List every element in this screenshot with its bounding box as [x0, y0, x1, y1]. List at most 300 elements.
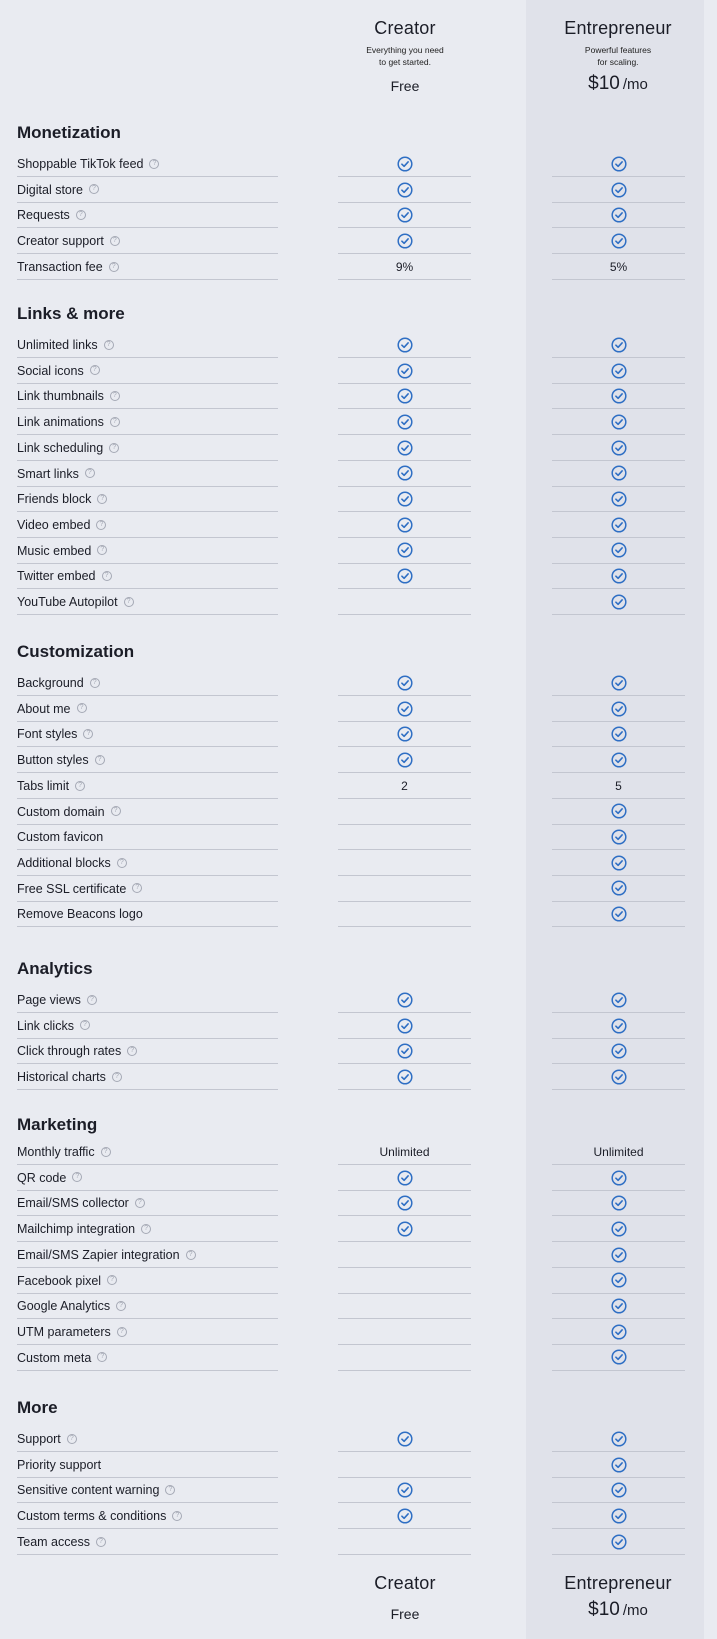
help-circle-icon[interactable]: ? — [186, 1250, 196, 1260]
feature-label-cell — [17, 824, 278, 850]
check-circle-icon — [397, 1431, 413, 1447]
check-circle-icon — [397, 701, 413, 717]
creator-cell — [338, 1477, 471, 1503]
feature-label: Requests — [17, 208, 70, 223]
entrepreneur-cell — [552, 1345, 685, 1371]
feature-row — [0, 1139, 717, 1165]
feature-label-cell — [17, 1503, 278, 1529]
entrepreneur-cell — [552, 383, 685, 409]
check-circle-icon — [611, 1431, 627, 1447]
feature-label: Page views — [17, 993, 81, 1007]
feature-label: Smart links — [17, 466, 79, 481]
feature-row — [0, 1477, 717, 1503]
check-circle-icon — [611, 156, 627, 172]
feature-label: Link animations — [17, 415, 104, 430]
feature-label-cell — [17, 202, 278, 228]
help-circle-icon[interactable]: ? — [90, 365, 100, 375]
check-circle-icon — [611, 906, 627, 922]
creator-cell — [338, 696, 471, 722]
help-circle-icon[interactable]: ? — [96, 1537, 106, 1547]
entrepreneur-cell — [552, 850, 685, 876]
feature-row — [0, 512, 717, 538]
help-circle-icon[interactable]: ? — [90, 678, 100, 688]
feature-row — [0, 670, 717, 696]
help-circle-icon[interactable]: ? — [80, 1020, 90, 1030]
feature-label-cell — [17, 670, 278, 696]
entrepreneur-cell — [552, 409, 685, 435]
check-circle-icon — [611, 233, 627, 249]
check-circle-icon — [611, 1324, 627, 1340]
creator-cell — [338, 1064, 471, 1090]
creator-cell — [338, 876, 471, 902]
feature-label: Friends block — [17, 492, 92, 507]
feature-label-cell — [17, 228, 278, 254]
plan-price: Free — [390, 1606, 420, 1622]
check-circle-icon — [611, 752, 627, 768]
feature-row — [0, 799, 717, 825]
check-circle-icon — [611, 1349, 627, 1365]
feature-label-cell — [17, 461, 278, 487]
feature-row — [0, 824, 717, 850]
feature-label: Click through rates — [17, 1044, 122, 1059]
creator-cell — [338, 721, 471, 747]
feature-label-cell — [17, 486, 278, 512]
check-circle-icon — [397, 233, 413, 249]
check-circle-icon — [611, 594, 627, 610]
feature-label: Google Analytics — [17, 1299, 111, 1314]
feature-label-cell — [17, 1452, 278, 1478]
help-circle-icon[interactable]: ? — [135, 1198, 145, 1208]
entrepreneur-plan-header — [529, 18, 707, 95]
creator-cell — [338, 1503, 471, 1529]
check-circle-icon — [397, 1170, 413, 1186]
check-circle-icon — [397, 1018, 413, 1034]
entrepreneur-cell — [552, 1242, 685, 1268]
feature-row — [0, 332, 717, 358]
check-circle-icon — [611, 1069, 627, 1085]
feature-label-cell — [17, 901, 278, 927]
check-circle-icon — [611, 363, 627, 379]
entrepreneur-cell — [552, 1529, 685, 1555]
feature-label: Video embed — [17, 517, 91, 532]
help-circle-icon[interactable]: ? — [110, 236, 120, 246]
check-circle-icon — [397, 207, 413, 223]
plan-price: Free — [390, 78, 420, 94]
help-circle-icon[interactable]: ? — [110, 391, 120, 401]
help-circle-icon[interactable]: ? — [83, 729, 93, 739]
creator-plan-footer — [316, 1573, 494, 1622]
help-circle-icon[interactable]: ? — [149, 159, 159, 169]
help-circle-icon[interactable]: ? — [87, 995, 97, 1005]
check-circle-icon — [397, 363, 413, 379]
help-circle-icon[interactable]: ? — [110, 417, 120, 427]
feature-label: Support — [17, 1432, 61, 1446]
entrepreneur-cell — [552, 987, 685, 1013]
feature-label: Link thumbnails — [17, 389, 104, 404]
plan-description-line: Powerful features — [584, 45, 652, 55]
check-circle-icon — [611, 465, 627, 481]
check-circle-icon — [611, 1298, 627, 1314]
feature-row — [0, 383, 717, 409]
feature-label: Additional blocks — [17, 855, 111, 870]
feature-label-cell — [17, 1319, 278, 1345]
section-title: Marketing — [17, 1115, 98, 1134]
help-circle-icon[interactable]: ? — [112, 1072, 122, 1082]
creator-cell — [338, 1139, 471, 1165]
check-circle-icon — [397, 517, 413, 533]
help-circle-icon[interactable]: ? — [117, 858, 127, 868]
help-circle-icon[interactable]: ? — [116, 1301, 126, 1311]
entrepreneur-cell — [552, 512, 685, 538]
entrepreneur-cell — [552, 670, 685, 696]
feature-label-cell — [17, 254, 278, 280]
help-circle-icon[interactable]: ? — [95, 755, 105, 765]
entrepreneur-cell — [552, 1216, 685, 1242]
feature-label: Font styles — [17, 727, 78, 742]
check-circle-icon — [611, 1221, 627, 1237]
feature-label-cell — [17, 1139, 278, 1165]
feature-label-cell — [17, 799, 278, 825]
feature-row — [0, 1242, 717, 1268]
check-circle-icon — [611, 1195, 627, 1211]
check-circle-icon — [397, 465, 413, 481]
help-circle-icon[interactable]: ? — [67, 1434, 77, 1444]
feature-label-cell — [17, 987, 278, 1013]
help-circle-icon[interactable]: ? — [75, 781, 85, 791]
cell-value: 2 — [401, 778, 408, 793]
feature-label: Shoppable TikTok feed — [17, 157, 144, 171]
feature-label: Twitter embed — [17, 569, 96, 584]
check-circle-icon — [397, 1482, 413, 1498]
feature-label: UTM parameters — [17, 1324, 111, 1339]
feature-label-cell — [17, 696, 278, 722]
entrepreneur-cell — [552, 177, 685, 203]
feature-label: Mailchimp integration — [17, 1222, 136, 1237]
feature-row — [0, 1319, 717, 1345]
entrepreneur-cell — [552, 876, 685, 902]
cell-value: 5 — [615, 778, 622, 793]
feature-row — [0, 1064, 717, 1090]
feature-label-cell — [17, 1268, 278, 1294]
feature-label: Remove Beacons logo — [17, 907, 143, 922]
help-circle-icon[interactable]: ? — [127, 1046, 137, 1056]
entrepreneur-cell — [552, 1190, 685, 1216]
entrepreneur-cell — [552, 824, 685, 850]
creator-cell — [338, 1013, 471, 1039]
help-circle-icon[interactable]: ? — [102, 571, 112, 581]
creator-cell — [338, 1038, 471, 1064]
feature-label-cell — [17, 589, 278, 615]
creator-cell — [338, 1529, 471, 1555]
feature-label: Priority support — [17, 1457, 102, 1472]
check-circle-icon — [611, 829, 627, 845]
help-circle-icon[interactable]: ? — [111, 806, 121, 816]
check-circle-icon — [611, 182, 627, 198]
check-circle-icon — [611, 1508, 627, 1524]
check-circle-icon — [397, 388, 413, 404]
check-circle-icon — [611, 803, 627, 819]
creator-cell — [338, 461, 471, 487]
check-circle-icon — [611, 1170, 627, 1186]
feature-row — [0, 1452, 717, 1478]
feature-label-cell — [17, 1529, 278, 1555]
feature-label: Monthly traffic — [17, 1145, 95, 1159]
plan-price — [529, 73, 707, 95]
feature-row — [0, 1268, 717, 1294]
price-period: /mo — [622, 76, 648, 93]
check-circle-icon — [611, 491, 627, 507]
feature-label-cell — [17, 409, 278, 435]
creator-cell — [338, 589, 471, 615]
check-circle-icon — [397, 414, 413, 430]
feature-row — [0, 254, 717, 280]
feature-row — [0, 177, 717, 203]
feature-label: Creator support — [17, 234, 104, 249]
check-circle-icon — [611, 1043, 627, 1059]
entrepreneur-cell — [552, 721, 685, 747]
feature-label: Digital store — [17, 182, 83, 197]
feature-label-cell — [17, 177, 278, 203]
creator-cell — [338, 563, 471, 589]
feature-label-cell — [17, 563, 278, 589]
feature-row — [0, 1216, 717, 1242]
creator-cell — [338, 1216, 471, 1242]
check-circle-icon — [397, 1508, 413, 1524]
feature-label: Background — [17, 676, 84, 690]
feature-label-cell — [17, 435, 278, 461]
check-circle-icon — [397, 992, 413, 1008]
feature-row — [0, 1013, 717, 1039]
plan-price — [529, 1599, 707, 1621]
creator-cell — [338, 1293, 471, 1319]
help-circle-icon[interactable]: ? — [109, 262, 119, 272]
creator-cell — [338, 747, 471, 773]
creator-cell — [338, 486, 471, 512]
check-circle-icon — [397, 491, 413, 507]
check-circle-icon — [611, 726, 627, 742]
help-circle-icon[interactable]: ? — [104, 340, 114, 350]
feature-label-cell — [17, 332, 278, 358]
plan-name: Creator — [374, 18, 436, 38]
feature-row — [0, 358, 717, 384]
creator-cell — [338, 358, 471, 384]
help-circle-icon[interactable]: ? — [132, 883, 142, 893]
feature-label-cell — [17, 358, 278, 384]
check-circle-icon — [611, 542, 627, 558]
plan-name: Creator — [374, 1573, 436, 1593]
section-title: Customization — [17, 642, 135, 661]
feature-label: Social icons — [17, 363, 84, 378]
check-circle-icon — [397, 752, 413, 768]
check-circle-icon — [397, 542, 413, 558]
feature-row — [0, 901, 717, 927]
help-circle-icon[interactable]: ? — [72, 1172, 82, 1182]
feature-label: Tabs limit — [17, 778, 70, 793]
entrepreneur-cell — [552, 486, 685, 512]
section-title: More — [17, 1398, 58, 1417]
help-circle-icon[interactable]: ? — [141, 1224, 151, 1234]
creator-cell — [338, 177, 471, 203]
check-circle-icon — [611, 1534, 627, 1550]
plan-description — [529, 44, 707, 68]
feature-label-cell — [17, 850, 278, 876]
check-circle-icon — [397, 1221, 413, 1237]
check-circle-icon — [611, 517, 627, 533]
help-circle-icon[interactable]: ? — [96, 520, 106, 530]
plan-description — [316, 44, 494, 68]
check-circle-icon — [397, 568, 413, 584]
creator-cell — [338, 799, 471, 825]
creator-cell — [338, 538, 471, 564]
feature-label: Button styles — [17, 753, 89, 768]
feature-label: Link scheduling — [17, 440, 104, 455]
feature-label: Sensitive content warning — [17, 1483, 160, 1498]
creator-cell — [338, 332, 471, 358]
help-circle-icon[interactable]: ? — [89, 184, 99, 194]
creator-cell — [338, 1268, 471, 1294]
check-circle-icon — [397, 1043, 413, 1059]
check-circle-icon — [611, 1018, 627, 1034]
entrepreneur-cell — [552, 799, 685, 825]
entrepreneur-cell — [552, 1477, 685, 1503]
feature-row — [0, 461, 717, 487]
feature-label-cell — [17, 1426, 278, 1452]
feature-label-cell — [17, 151, 278, 177]
feature-label: Facebook pixel — [17, 1273, 102, 1288]
help-circle-icon[interactable]: ? — [165, 1485, 175, 1495]
plan-description-line: for scaling. — [597, 57, 639, 67]
feature-label: Transaction fee — [17, 259, 103, 274]
feature-row — [0, 202, 717, 228]
entrepreneur-cell — [552, 1319, 685, 1345]
feature-label: Email/SMS collector — [17, 1196, 129, 1211]
help-circle-icon[interactable]: ? — [117, 1327, 127, 1337]
feature-row — [0, 773, 717, 799]
entrepreneur-cell — [552, 563, 685, 589]
feature-row — [0, 696, 717, 722]
check-circle-icon — [611, 1482, 627, 1498]
feature-row — [0, 721, 717, 747]
entrepreneur-cell — [552, 461, 685, 487]
check-circle-icon — [397, 726, 413, 742]
feature-label: Custom meta — [17, 1350, 92, 1365]
help-circle-icon[interactable]: ? — [97, 494, 107, 504]
creator-cell — [338, 987, 471, 1013]
feature-label-cell — [17, 1165, 278, 1191]
creator-cell — [338, 512, 471, 538]
help-circle-icon[interactable]: ? — [101, 1147, 111, 1157]
cell-value: 5% — [609, 259, 628, 274]
entrepreneur-cell — [552, 773, 685, 799]
feature-label-cell — [17, 1293, 278, 1319]
feature-label-cell — [17, 1345, 278, 1371]
feature-label: Link clicks — [17, 1018, 74, 1033]
feature-label: YouTube Autopilot — [17, 595, 118, 609]
feature-label: Free SSL certificate — [17, 881, 127, 896]
entrepreneur-cell — [552, 435, 685, 461]
feature-label-cell — [17, 747, 278, 773]
creator-cell — [338, 151, 471, 177]
creator-plan-header — [316, 18, 494, 94]
entrepreneur-cell — [552, 538, 685, 564]
help-circle-icon[interactable]: ? — [85, 468, 95, 478]
creator-cell — [338, 202, 471, 228]
creator-cell — [338, 1165, 471, 1191]
section-title: Analytics — [17, 959, 93, 978]
creator-cell — [338, 1190, 471, 1216]
feature-label-cell — [17, 512, 278, 538]
help-circle-icon[interactable]: ? — [124, 597, 134, 607]
feature-label-cell — [17, 1013, 278, 1039]
feature-label: Custom favicon — [17, 830, 104, 845]
entrepreneur-plan-footer — [529, 1573, 707, 1621]
help-circle-icon[interactable]: ? — [172, 1511, 182, 1521]
feature-label-cell — [17, 1216, 278, 1242]
entrepreneur-cell — [552, 747, 685, 773]
entrepreneur-cell — [552, 1426, 685, 1452]
creator-cell — [338, 254, 471, 280]
creator-cell — [338, 901, 471, 927]
entrepreneur-cell — [552, 1293, 685, 1319]
creator-cell — [338, 670, 471, 696]
feature-row — [0, 228, 717, 254]
feature-row — [0, 1190, 717, 1216]
entrepreneur-cell — [552, 1013, 685, 1039]
help-circle-icon[interactable]: ? — [97, 1352, 107, 1362]
check-circle-icon — [611, 337, 627, 353]
check-circle-icon — [611, 1457, 627, 1473]
feature-label-cell — [17, 1064, 278, 1090]
feature-label: Team access — [17, 1534, 90, 1549]
check-circle-icon — [611, 855, 627, 871]
price-amount: $10 — [588, 1599, 620, 1620]
cell-value: 9% — [395, 259, 414, 274]
entrepreneur-cell — [552, 1064, 685, 1090]
feature-label: Custom terms & conditions — [17, 1509, 167, 1524]
help-circle-icon[interactable]: ? — [77, 703, 87, 713]
feature-row — [0, 1529, 717, 1555]
feature-row — [0, 589, 717, 615]
creator-cell — [338, 773, 471, 799]
check-circle-icon — [397, 1069, 413, 1085]
entrepreneur-cell — [552, 696, 685, 722]
entrepreneur-cell — [552, 254, 685, 280]
feature-row — [0, 151, 717, 177]
help-circle-icon[interactable]: ? — [109, 443, 119, 453]
check-circle-icon — [611, 568, 627, 584]
feature-row — [0, 1038, 717, 1064]
feature-label-cell — [17, 1477, 278, 1503]
help-circle-icon[interactable]: ? — [97, 545, 107, 555]
check-circle-icon — [611, 414, 627, 430]
help-circle-icon[interactable]: ? — [76, 210, 86, 220]
feature-label-cell — [17, 773, 278, 799]
creator-cell — [338, 824, 471, 850]
feature-label-cell — [17, 876, 278, 902]
check-circle-icon — [611, 992, 627, 1008]
entrepreneur-cell — [552, 1268, 685, 1294]
plan-name: Entrepreneur — [564, 1573, 672, 1593]
entrepreneur-cell — [552, 1503, 685, 1529]
entrepreneur-cell — [552, 901, 685, 927]
feature-label: Custom domain — [17, 804, 105, 819]
entrepreneur-cell — [552, 1452, 685, 1478]
check-circle-icon — [611, 1247, 627, 1263]
entrepreneur-cell — [552, 228, 685, 254]
help-circle-icon[interactable]: ? — [107, 1275, 117, 1285]
feature-row — [0, 1426, 717, 1452]
feature-row — [0, 538, 717, 564]
